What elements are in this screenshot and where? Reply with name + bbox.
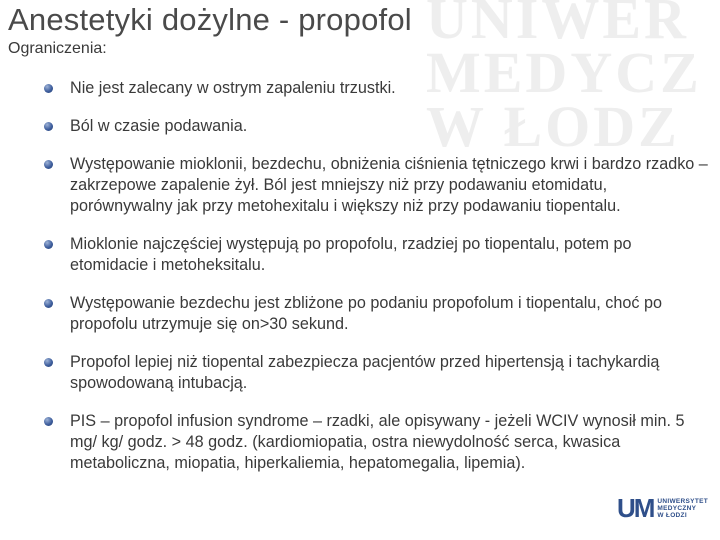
university-logo	[617, 493, 708, 524]
bullet-text: Ból w czasie podawania.	[70, 117, 248, 135]
bullet-list	[44, 78, 714, 491]
bullet-icon	[44, 122, 53, 131]
bullet-item	[44, 293, 714, 335]
bullet-icon	[44, 358, 53, 367]
bullet-item	[44, 78, 714, 99]
bullet-item	[44, 411, 714, 474]
bullet-icon	[44, 84, 53, 93]
bullet-item	[44, 154, 714, 217]
logo-line: W ŁODZI	[657, 512, 687, 519]
bullet-item	[44, 116, 714, 137]
bullet-icon	[44, 299, 53, 308]
bullet-icon	[44, 160, 53, 169]
bullet-icon	[44, 240, 53, 249]
logo-text	[657, 498, 708, 519]
slide-title: Anestetyki dożylne - propofol	[8, 2, 412, 37]
logo-line: MEDYCZNY	[657, 505, 697, 512]
bullet-text: PIS – propofol infusion syndrome – rzadki, ale opisywany - jeżeli WCIV wynosił min. 5 mg/ kg/ godz. > 48 godz. (kardiomiopatia, ostra niewydolność serca, kwasica metaboliczna, miopatia, hiperkaliemia, hepatomegalia, lipemia).	[70, 412, 685, 472]
slide-subtitle: Ograniczenia:	[8, 40, 107, 57]
bullet-text: Nie jest zalecany w ostrym zapaleniu trzustki.	[70, 79, 396, 97]
logo-line: UNIWERSYTET	[657, 498, 708, 505]
bullet-text: Propofol lepiej niż tiopental zabezpiecza pacjentów przed hipertensją i tachykardią spowodowaną intubacją.	[70, 353, 660, 392]
bullet-text: Występowanie mioklonii, bezdechu, obniżenia ciśnienia tętniczego krwi i bardzo rzadko – zakrzepowe zapalenie żył. Ból jest mniejszy niż przy podawaniu etomidatu, porównywalny jak przy metohexitalu i większy niż przy podawaniu tiopentalu.	[70, 155, 708, 215]
bullet-icon	[44, 417, 53, 426]
watermark-line: UNIWER	[426, 0, 689, 51]
watermark-line: MEDYCZ	[426, 40, 702, 105]
bullet-item	[44, 352, 714, 394]
bullet-text: Występowanie bezdechu jest zbliżone po podaniu propofolum i tiopentalu, choć po propofolu utrzymuje się on>30 sekund.	[70, 294, 662, 333]
um-logo-icon: UM	[616, 493, 654, 523]
watermark-line: W ŁODZ	[426, 94, 680, 159]
bullet-text: Mioklonie najczęściej występują po propofolu, rzadziej po tiopentalu, potem po etomidacie i metoheksitalu.	[70, 235, 632, 274]
bullet-item	[44, 234, 714, 276]
